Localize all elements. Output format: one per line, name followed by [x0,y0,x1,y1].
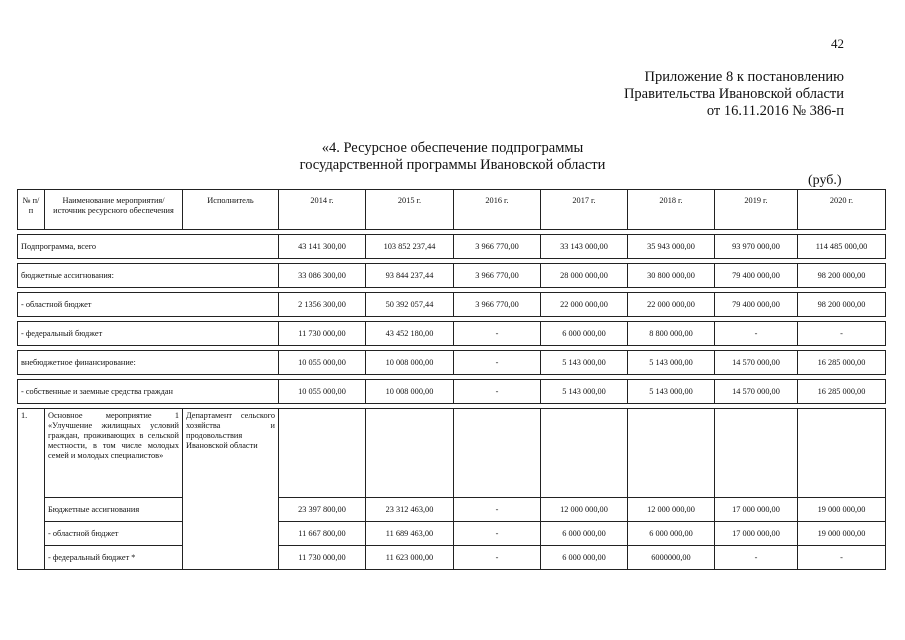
value-cell: 11 730 000,00 [279,322,366,346]
value-cell: 11 730 000,00 [279,546,366,570]
value-cell: 6 000 000,00 [541,546,628,570]
document-title [0,140,905,174]
empty-cell [454,409,541,498]
row-label: внебюджетное финансирование: [18,351,279,375]
table-row [18,235,886,259]
page-number: 42 [831,36,844,51]
value-cell: 33 143 000,00 [541,235,628,259]
table-row [18,498,886,522]
value-cell: 8 800 000,00 [628,322,715,346]
empty-cell [279,409,366,498]
header-name: Наименование мероприятия/источник ресурсного обеспечения [45,190,183,230]
header-executor: Исполнитель [183,190,279,230]
value-cell: 22 000 000,00 [541,293,628,317]
value-cell: 98 200 000,00 [798,293,886,317]
table-row [18,264,886,288]
row-label: - областной бюджет [18,293,279,317]
value-cell: - [715,322,798,346]
value-cell: - [454,351,541,375]
row-label: Бюджетные ассигнования [45,498,183,522]
value-cell: 22 000 000,00 [628,293,715,317]
table-header-row [18,190,886,230]
value-cell: 5 143 000,00 [541,380,628,404]
value-cell: 98 200 000,00 [798,264,886,288]
table-row [18,380,886,404]
value-cell: - [454,498,541,522]
value-cell: 10 008 000,00 [366,351,454,375]
value-cell: 16 285 000,00 [798,351,886,375]
row-label: - собственные и заемные средства граждан [18,380,279,404]
value-cell: 12 000 000,00 [628,498,715,522]
value-cell: 10 055 000,00 [279,380,366,404]
row-label: - областной бюджет [45,522,183,546]
value-cell: 2 1356 300,00 [279,293,366,317]
value-cell: 30 800 000,00 [628,264,715,288]
title-line: государственной программы Ивановской области [299,157,606,173]
value-cell: 103 852 237,44 [366,235,454,259]
row-label: - федеральный бюджет * [45,546,183,570]
value-cell: 79 400 000,00 [715,264,798,288]
value-cell: 14 570 000,00 [715,380,798,404]
header-year: 2015 г. [366,190,454,230]
value-cell: 11 689 463,00 [366,522,454,546]
header-num: № п/п [18,190,45,230]
value-cell: 6 000 000,00 [628,522,715,546]
header-year: 2017 г. [541,190,628,230]
value-cell: 5 143 000,00 [628,380,715,404]
value-cell: - [798,546,886,570]
header-year: 2014 г. [279,190,366,230]
table-row [18,351,886,375]
header-year: 2020 г. [798,190,886,230]
value-cell: 35 943 000,00 [628,235,715,259]
appendix-line: от 16.11.2016 № 386-п [706,103,844,119]
activity-number: 1. [18,409,45,570]
value-cell: 6 000 000,00 [541,322,628,346]
header-year: 2018 г. [628,190,715,230]
value-cell: 11 667 800,00 [279,522,366,546]
value-cell: 43 141 300,00 [279,235,366,259]
empty-cell [541,409,628,498]
value-cell: 17 000 000,00 [715,498,798,522]
table-row [18,546,886,570]
row-label: бюджетные ассигнования: [18,264,279,288]
empty-cell [366,409,454,498]
value-cell: 50 392 057,44 [366,293,454,317]
main-activity-row [18,409,886,498]
value-cell: 23 397 800,00 [279,498,366,522]
header-year: 2019 г. [715,190,798,230]
row-label: Подпрограмма, всего [18,235,279,259]
value-cell: 14 570 000,00 [715,351,798,375]
value-cell: 33 086 300,00 [279,264,366,288]
empty-cell [798,409,886,498]
value-cell: 5 143 000,00 [541,351,628,375]
value-cell: 17 000 000,00 [715,522,798,546]
table-row [18,522,886,546]
table-row [18,293,886,317]
value-cell: 19 000 000,00 [798,498,886,522]
value-cell: 19 000 000,00 [798,522,886,546]
title-line: «4. Ресурсное обеспечение подпрограммы [321,140,584,156]
value-cell: 16 285 000,00 [798,380,886,404]
row-label: - федеральный бюджет [18,322,279,346]
appendix-line: Приложение 8 к постановлению [644,69,844,85]
value-cell: - [454,546,541,570]
value-cell: 23 312 463,00 [366,498,454,522]
table-row [18,322,886,346]
currency-unit: (руб.) [808,173,842,188]
value-cell: 10 008 000,00 [366,380,454,404]
value-cell: - [454,322,541,346]
value-cell: - [454,380,541,404]
value-cell: 114 485 000,00 [798,235,886,259]
value-cell: 79 400 000,00 [715,293,798,317]
appendix-line: Правительства Ивановской области [623,86,844,102]
value-cell: 3 966 770,00 [454,264,541,288]
value-cell: 28 000 000,00 [541,264,628,288]
value-cell: 3 966 770,00 [454,235,541,259]
value-cell: 93 970 000,00 [715,235,798,259]
value-cell: 5 143 000,00 [628,351,715,375]
value-cell: 6000000,00 [628,546,715,570]
resource-table [17,189,886,570]
appendix-header [624,69,844,120]
empty-cell [628,409,715,498]
value-cell: - [798,322,886,346]
activity-executor: Департамент сельского хозяйства и продовольствия Ивановской области [183,409,279,570]
value-cell: 6 000 000,00 [541,522,628,546]
value-cell: 10 055 000,00 [279,351,366,375]
header-year: 2016 г. [454,190,541,230]
value-cell: - [715,546,798,570]
value-cell: - [454,522,541,546]
value-cell: 43 452 180,00 [366,322,454,346]
value-cell: 11 623 000,00 [366,546,454,570]
value-cell: 3 966 770,00 [454,293,541,317]
empty-cell [715,409,798,498]
value-cell: 12 000 000,00 [541,498,628,522]
value-cell: 93 844 237,44 [366,264,454,288]
activity-name: Основное мероприятие 1 «Улучшение жилищных условий граждан, проживающих в сельской местности, в том числе молодых семей и молодых специалистов» [45,409,183,498]
